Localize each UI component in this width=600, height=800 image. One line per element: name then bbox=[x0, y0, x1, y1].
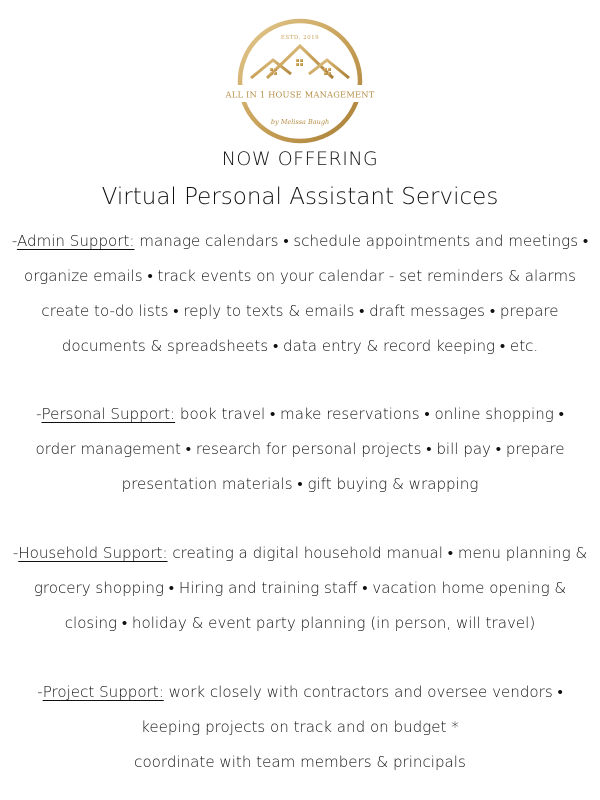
section-line: grocery shopping • Hiring and training staff • vacation home opening & bbox=[33, 579, 567, 597]
section-line: creating a digital household manual • menu planning & bbox=[172, 544, 588, 562]
logo-estd-text: ESTD. 2019 bbox=[280, 35, 320, 41]
section-prefix: - bbox=[37, 683, 43, 701]
page-title: Virtual Personal Assistant Services bbox=[101, 184, 499, 210]
section-prefix: - bbox=[11, 232, 17, 250]
section-first-line bbox=[0, 536, 600, 571]
section-line: presentation materials • gift buying & wrapping bbox=[121, 475, 479, 493]
section-first-line bbox=[0, 675, 600, 710]
section-line: keeping projects on track and on budget * bbox=[141, 718, 459, 736]
section-line: create to-do lists • reply to texts & emails • draft messages • prepare bbox=[41, 302, 559, 320]
section-line: coordinate with team members & principals bbox=[134, 753, 466, 771]
now-offering-heading: NOW OFFERING bbox=[221, 148, 379, 170]
household-support-label: Household Support: bbox=[18, 544, 168, 562]
logo-emblem bbox=[225, 14, 375, 148]
personal-support-label: Personal Support: bbox=[41, 405, 176, 423]
section-line: work closely with contractors and oversee vendors • bbox=[168, 683, 563, 701]
section-prefix: - bbox=[12, 544, 19, 562]
personal-support-section bbox=[0, 397, 600, 502]
section-line: book travel • make reservations • online shopping • bbox=[179, 405, 564, 423]
project-support-section bbox=[0, 675, 600, 780]
project-support-label: Project Support: bbox=[42, 683, 164, 701]
section-line: closing • holiday & event party planning (in person, will travel) bbox=[64, 614, 536, 632]
section-prefix: - bbox=[36, 405, 42, 423]
section-line: documents & spreadsheets • data entry & record keeping • etc. bbox=[61, 337, 539, 355]
section-first-line bbox=[0, 224, 600, 259]
company-logo bbox=[225, 14, 375, 148]
logo-name-text: ALL IN 1 HOUSE MANAGEMENT bbox=[225, 89, 375, 100]
admin-support-section bbox=[0, 224, 600, 364]
household-support-section bbox=[0, 536, 600, 641]
section-line: order management • research for personal projects • bill pay • prepare bbox=[35, 440, 565, 458]
admin-support-label: Admin Support: bbox=[16, 232, 135, 250]
section-line: manage calendars • schedule appointments and meetings • bbox=[139, 232, 589, 250]
section-line: organize emails • track events on your calendar - set reminders & alarms bbox=[24, 267, 576, 285]
logo-signature-text: by Melissa Baugh bbox=[270, 118, 330, 126]
section-first-line bbox=[0, 397, 600, 432]
